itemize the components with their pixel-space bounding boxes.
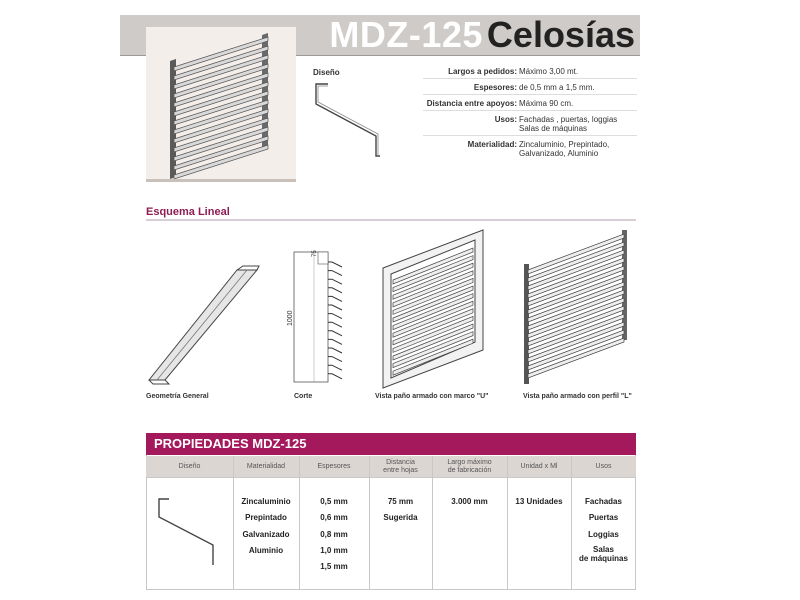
spec-label: Usos: — [494, 115, 517, 124]
distance-value: 75 mm — [387, 497, 414, 506]
spec-label: Distancia entre apoyos: — [426, 99, 517, 108]
column-header-material: Materialidad — [246, 463, 286, 470]
table-profile-drawing — [155, 495, 225, 570]
thickness-list — [299, 494, 369, 575]
section-slat — [328, 365, 342, 370]
spec-row-length — [423, 67, 637, 79]
spec-value: de 0,5 mm a 1,5 mm. — [519, 83, 595, 92]
column-header-thickness: Espesores — [317, 463, 351, 470]
spec-label: Materialidad: — [467, 140, 517, 149]
material-item: Prepintado — [245, 513, 287, 523]
material-item: Aluminio — [248, 545, 284, 555]
spec-value: Fachadas , puertas, loggias Salas de máquinas — [519, 115, 618, 133]
max-length-cell — [432, 494, 507, 510]
thickness-item: 0,8 mm — [320, 529, 348, 539]
spec-row-thickness — [423, 83, 637, 95]
geometry-drawing — [145, 262, 265, 387]
column-divider — [432, 456, 433, 589]
product-name: Celosías — [486, 14, 635, 55]
column-header-distance: Distancia entre hojas — [383, 459, 418, 474]
properties-title: PROPIEDADES MDZ-125 — [154, 436, 307, 451]
caption-section: Corte — [294, 393, 313, 400]
section-slat — [328, 331, 342, 336]
distance-note: Sugerida — [383, 513, 418, 523]
section-slat — [328, 271, 342, 276]
photo-baseline — [146, 179, 296, 182]
column-header-max-length: Largo máximo de fabricación — [447, 459, 492, 474]
units-cell — [507, 494, 571, 510]
caption-profile-l: Vista paño armado con perfil "L" — [523, 393, 632, 400]
section-slat — [328, 279, 342, 284]
use-item: Salas de máquinas — [579, 544, 628, 563]
schema-section-title: Esquema Lineal — [146, 206, 230, 218]
column-divider — [507, 456, 508, 589]
column-header-units: Unidad x Ml — [520, 463, 558, 470]
section-slat — [328, 288, 342, 293]
design-label: Diseño — [313, 68, 340, 77]
spec-label: Espesores: — [473, 83, 517, 92]
uses-list — [571, 494, 636, 563]
max-length-value: 3.000 mm — [451, 497, 488, 506]
model-code: MDZ-125 — [329, 14, 483, 55]
frame-u-drawing — [375, 228, 490, 390]
section-slat — [328, 322, 342, 327]
spec-value: Máximo 3,00 mt. — [519, 67, 579, 76]
product-photo — [146, 27, 296, 179]
spec-label: Largos a pedidos: — [448, 67, 517, 76]
thickness-item: 0,6 mm — [320, 513, 348, 523]
dimension-pitch: 75 — [312, 250, 318, 257]
spec-row-uses — [423, 115, 637, 136]
design-profile-drawing — [310, 78, 390, 163]
spec-row-support-distance — [423, 99, 637, 111]
thickness-item: 1,0 mm — [320, 545, 348, 555]
page-title — [329, 13, 635, 57]
section-slat — [328, 262, 342, 267]
section-slat — [328, 348, 342, 353]
spec-value: Máxima 90 cm. — [519, 99, 574, 108]
materials-list — [233, 494, 299, 559]
spec-row-material — [423, 140, 637, 168]
section-slat — [328, 374, 342, 379]
section-slat — [328, 339, 342, 344]
column-header-uses: Usos — [595, 463, 612, 470]
header-body-divider — [146, 477, 636, 478]
material-item: Galvanizado — [242, 529, 290, 539]
use-item: Loggias — [588, 529, 619, 539]
use-item: Puertas — [588, 513, 619, 523]
schema-divider — [146, 219, 636, 221]
thickness-item: 1,5 mm — [320, 562, 348, 572]
section-slat — [328, 296, 342, 301]
profile-l-drawing — [518, 226, 633, 388]
section-slat — [328, 305, 342, 310]
units-value: 13 Unidades — [515, 497, 563, 506]
thickness-item: 0,5 mm — [320, 497, 348, 506]
distance-cell — [369, 494, 432, 527]
material-item: Zincaluminio — [241, 497, 291, 506]
dimension-height: 1000 — [287, 310, 294, 326]
section-drawing — [290, 250, 360, 385]
caption-frame-u: Vista paño armado con marco "U" — [375, 393, 489, 400]
spec-value: Zincaluminio, Prepintado, Galvanizado, Aluminio — [519, 140, 610, 158]
column-header-design: Diseño — [178, 463, 201, 470]
section-slat — [328, 357, 342, 362]
use-item: Fachadas — [585, 497, 622, 506]
caption-geometry: Geometría General — [146, 393, 209, 400]
section-slat — [328, 314, 342, 319]
